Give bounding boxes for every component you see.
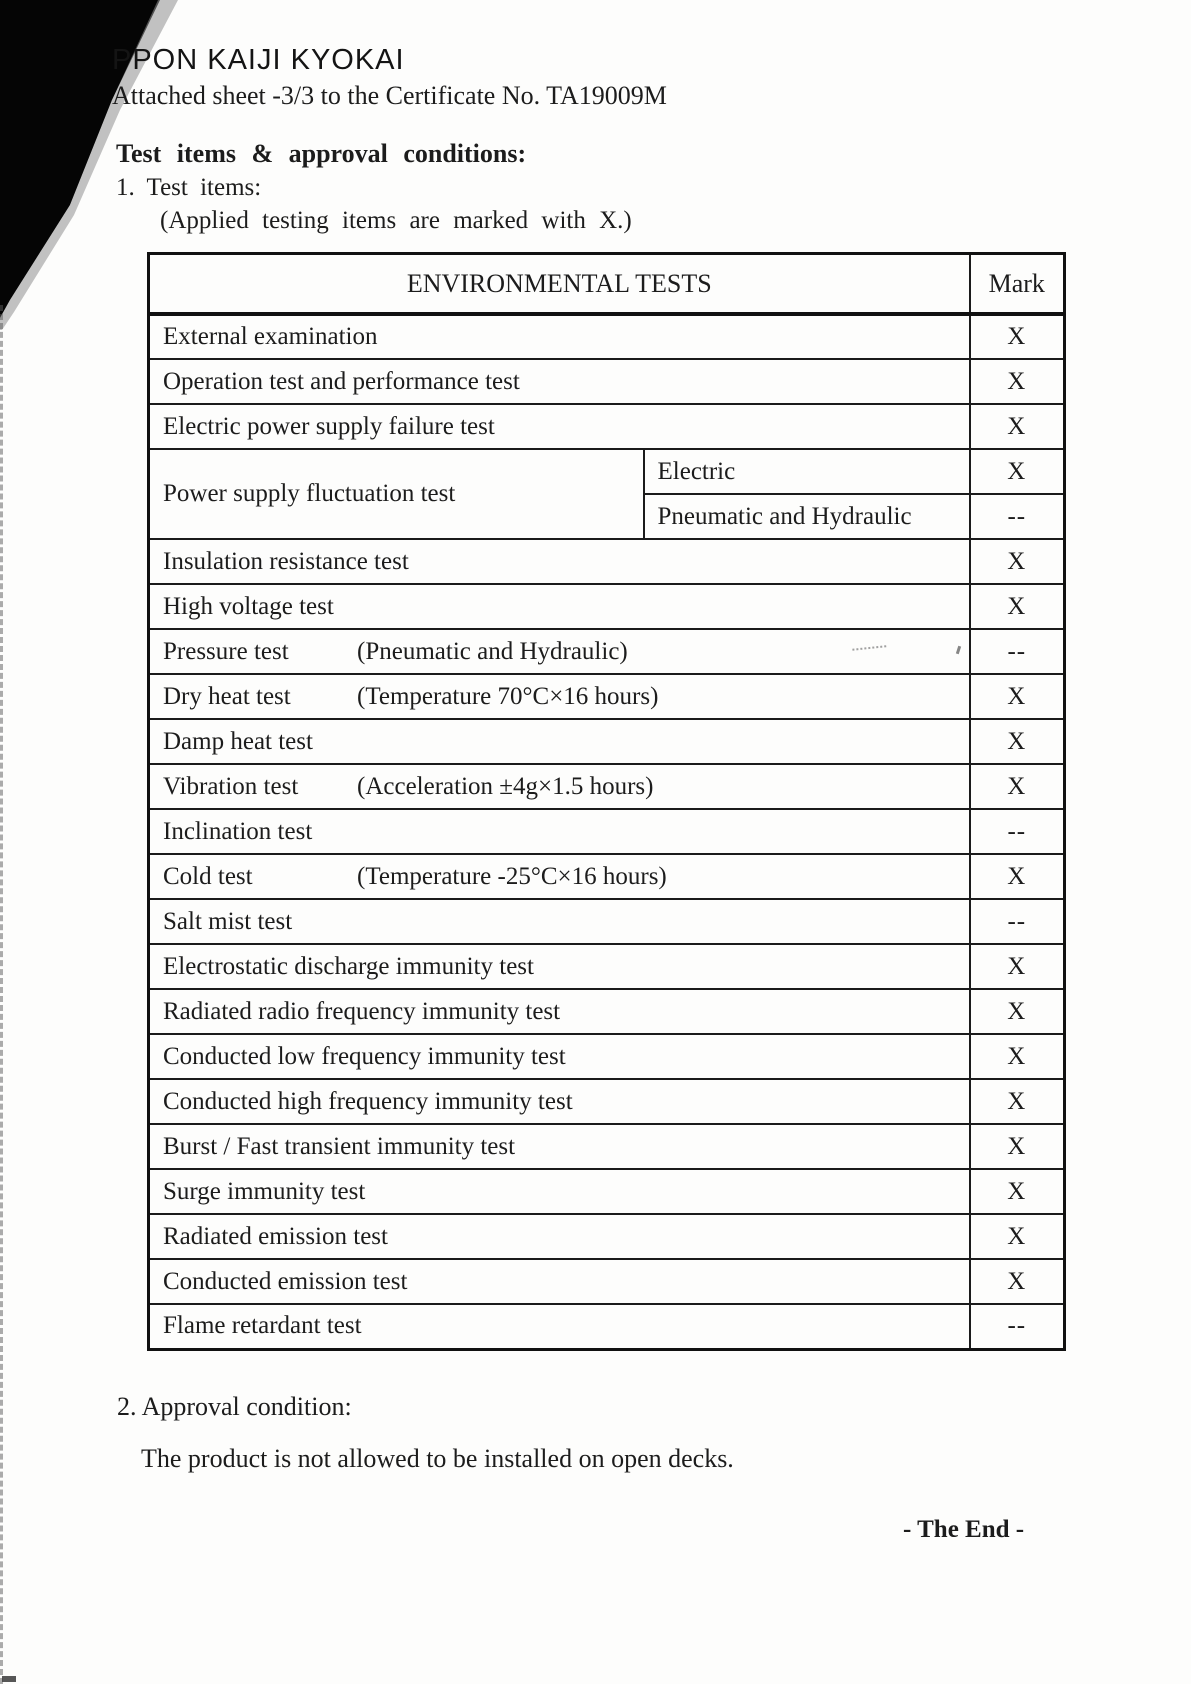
table-row bbox=[149, 1214, 1065, 1259]
test-name: Conducted high frequency immunity test bbox=[163, 1087, 573, 1115]
test-name-cell bbox=[149, 314, 970, 359]
test-subname-cell: Pneumatic and Hydraulic bbox=[644, 494, 970, 539]
test-name-cell bbox=[149, 674, 970, 719]
test-name: Electrostatic discharge immunity test bbox=[163, 952, 534, 980]
mark-cell: -- bbox=[970, 1304, 1065, 1349]
mark-cell: X bbox=[970, 674, 1065, 719]
mark-cell: -- bbox=[970, 809, 1065, 854]
test-name-cell bbox=[149, 809, 970, 854]
test-name: Salt mist test bbox=[163, 907, 293, 935]
test-name-cell bbox=[149, 1034, 970, 1079]
mark-cell: X bbox=[970, 359, 1065, 404]
test-name: Insulation resistance test bbox=[163, 547, 409, 575]
test-name-cell bbox=[149, 584, 970, 629]
table-row bbox=[149, 314, 1065, 359]
scan-speck bbox=[2, 1676, 16, 1682]
marking-note: (Applied testing items are marked with X.) bbox=[160, 207, 632, 234]
test-name: Radiated radio frequency immunity test bbox=[163, 997, 561, 1025]
test-name-cell bbox=[149, 944, 970, 989]
test-name-cell bbox=[149, 1214, 970, 1259]
test-name-cell bbox=[149, 1079, 970, 1124]
table-row bbox=[149, 359, 1065, 404]
mark-cell: X bbox=[970, 584, 1065, 629]
mark-cell: X bbox=[970, 719, 1065, 764]
table-header-mark: Mark bbox=[970, 254, 1065, 315]
section-title: Test items & approval conditions: bbox=[116, 139, 527, 168]
test-name: Pressure test bbox=[163, 637, 289, 665]
table-row bbox=[149, 584, 1065, 629]
table-row bbox=[149, 1034, 1065, 1079]
approval-condition-text: The product is not allowed to be installed on open decks. bbox=[141, 1444, 734, 1473]
test-name: Conducted low frequency immunity test bbox=[163, 1042, 566, 1070]
test-name: Flame retardant test bbox=[163, 1312, 362, 1340]
test-name: Conducted emission test bbox=[163, 1267, 408, 1295]
table-row bbox=[149, 674, 1065, 719]
test-name: High voltage test bbox=[163, 592, 334, 620]
table-row bbox=[149, 899, 1065, 944]
test-subname-cell: Electric bbox=[644, 449, 970, 494]
table-row bbox=[149, 449, 1065, 494]
table-row bbox=[149, 944, 1065, 989]
mark-cell: X bbox=[970, 1169, 1065, 1214]
test-name: Radiated emission test bbox=[163, 1222, 388, 1250]
mark-cell: -- bbox=[970, 899, 1065, 944]
test-name-cell bbox=[149, 989, 970, 1034]
mark-cell: X bbox=[970, 1214, 1065, 1259]
table-header-row bbox=[149, 254, 1065, 315]
table-row bbox=[149, 539, 1065, 584]
test-name-cell: Power supply fluctuation test bbox=[149, 449, 644, 539]
test-name: Burst / Fast transient immunity test bbox=[163, 1132, 516, 1160]
table-row bbox=[149, 989, 1065, 1034]
test-name: Damp heat test bbox=[163, 727, 313, 755]
table-row bbox=[149, 809, 1065, 854]
table-row bbox=[149, 1079, 1065, 1124]
mark-cell: X bbox=[970, 854, 1065, 899]
approval-condition-label: 2. Approval condition: bbox=[117, 1392, 352, 1421]
test-name-cell bbox=[149, 539, 970, 584]
attachment-sheet-line: Attached sheet -3/3 to the Certificate No. TA19009M bbox=[112, 81, 667, 110]
test-name: Electric power supply failure test bbox=[163, 412, 495, 440]
table-row bbox=[149, 1124, 1065, 1169]
mark-cell: -- bbox=[970, 629, 1065, 674]
test-name-cell bbox=[149, 1124, 970, 1169]
mark-cell: X bbox=[970, 944, 1065, 989]
document-end-marker: - The End - bbox=[903, 1516, 1025, 1543]
test-detail: (Temperature -25°C×16 hours) bbox=[357, 862, 667, 890]
test-name: Vibration test bbox=[163, 772, 299, 800]
table-row bbox=[149, 404, 1065, 449]
mark-cell: X bbox=[970, 1079, 1065, 1124]
mark-cell: X bbox=[970, 539, 1065, 584]
mark-cell: X bbox=[970, 989, 1065, 1034]
table-row bbox=[149, 719, 1065, 764]
test-name-cell bbox=[149, 1259, 970, 1304]
mark-cell: -- bbox=[970, 494, 1065, 539]
table-row bbox=[149, 629, 1065, 674]
environmental-tests-table bbox=[147, 252, 1066, 1351]
test-items-label: 1. Test items: bbox=[116, 174, 262, 201]
table-header-tests: ENVIRONMENTAL TESTS bbox=[149, 254, 970, 315]
table-row bbox=[149, 764, 1065, 809]
table-row bbox=[149, 854, 1065, 899]
table-row bbox=[149, 1169, 1065, 1214]
test-name: Operation test and performance test bbox=[163, 367, 520, 395]
test-name: External examination bbox=[163, 323, 378, 350]
organization-name: PPON KAIJI KYOKAI bbox=[112, 44, 405, 76]
test-name-cell bbox=[149, 854, 970, 899]
test-name-cell bbox=[149, 764, 970, 809]
mark-cell: X bbox=[970, 404, 1065, 449]
mark-cell: X bbox=[970, 764, 1065, 809]
test-name: Dry heat test bbox=[163, 682, 291, 710]
mark-cell: X bbox=[970, 1034, 1065, 1079]
mark-cell: X bbox=[970, 449, 1065, 494]
test-detail: (Pneumatic and Hydraulic) bbox=[357, 637, 628, 665]
test-name-cell bbox=[149, 719, 970, 764]
table-row bbox=[149, 1259, 1065, 1304]
table-row bbox=[149, 1304, 1065, 1349]
test-name-cell bbox=[149, 359, 970, 404]
test-detail: (Acceleration ±4g×1.5 hours) bbox=[357, 772, 654, 800]
test-name: Surge immunity test bbox=[163, 1177, 366, 1205]
scan-edge-artifact bbox=[0, 305, 3, 1684]
test-name-cell bbox=[149, 629, 970, 674]
mark-cell: X bbox=[970, 1259, 1065, 1304]
test-name-cell bbox=[149, 404, 970, 449]
test-name: Inclination test bbox=[163, 817, 313, 845]
test-detail: (Temperature 70°C×16 hours) bbox=[357, 682, 659, 710]
mark-cell: X bbox=[970, 314, 1065, 359]
mark-cell: X bbox=[970, 1124, 1065, 1169]
test-name-cell bbox=[149, 1169, 970, 1214]
test-name-cell bbox=[149, 1304, 970, 1349]
test-name-cell bbox=[149, 899, 970, 944]
test-name: Cold test bbox=[163, 862, 253, 890]
